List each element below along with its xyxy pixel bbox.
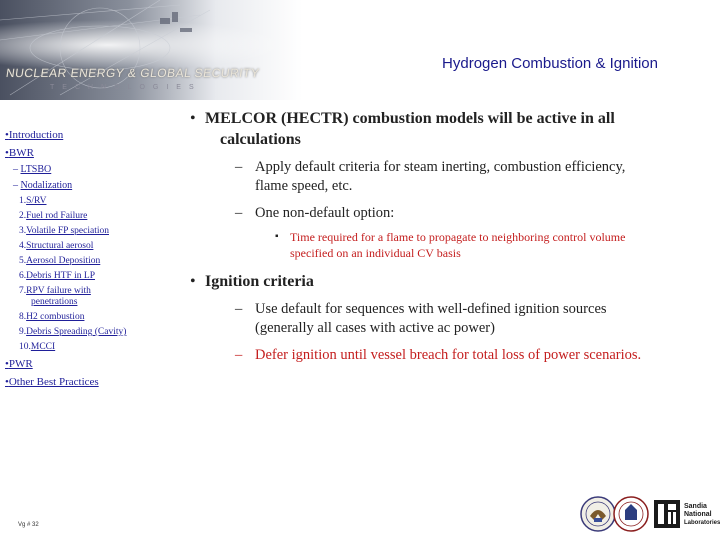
sub-sub-bullet-flame-time: ▪ Time required for a flame to propagate to neighboring control volume specified on an individual CV basis (275, 230, 626, 260)
sidebar-item-nodalization[interactable]: – Nodalization (13, 180, 73, 191)
sidebar-item-aerosol-deposition[interactable]: 5.Aerosol Deposition (19, 256, 101, 266)
sidebar-item-structural-aerosol[interactable]: 4.Structural aerosol (19, 241, 94, 251)
sidebar-item-other-best-practices[interactable]: •Other Best Practices (5, 376, 99, 388)
sub-bullet-default-criteria: – Apply default criteria for steam inerting, combustion efficiency, flame speed, etc. (235, 159, 626, 194)
sidebar-item-volatile-fp[interactable]: 3.Volatile FP speciation (19, 226, 109, 236)
sidebar-label: Nodalization (20, 180, 73, 191)
bullet-combustion-models: • MELCOR (HECTR) combustion models will be active in all calculations (190, 110, 615, 148)
sidebar-item-bwr[interactable]: •BWR (5, 147, 34, 159)
sidebar-label: BWR (8, 147, 34, 159)
sandia-name-line3: Laboratories (684, 520, 720, 526)
logo-text: NUCLEAR ENERGY & GLOBAL SECURITY (5, 66, 261, 80)
bullet-ignition-criteria: • Ignition criteria (190, 273, 314, 290)
sidebar-label: Introduction (8, 129, 64, 141)
nnsa-seal-icon (614, 497, 648, 531)
slide-title: Hydrogen Combustion & Ignition (442, 55, 658, 72)
sidebar-nav (5, 128, 130, 389)
sandia-logo-icon (654, 500, 680, 528)
sidebar-label: LTSBO (20, 164, 52, 175)
sub-bullet-non-default: – One non-default option: (235, 205, 395, 221)
sidebar-item-pwr[interactable]: •PWR (5, 358, 33, 370)
logo-subtext: TECHNOLOGIES (50, 84, 202, 91)
sub-bullet-defer-ignition: – Defer ignition until vessel breach for total loss of power scenarios. (235, 347, 642, 363)
sidebar-item-h2-combustion[interactable]: 8.H2 combustion (19, 312, 85, 322)
sidebar-item-fuel-rod-failure[interactable]: 2.Fuel rod Failure (19, 211, 88, 221)
sidebar-item-rpv-failure[interactable]: 7.RPV failure with penetrations (19, 286, 91, 307)
sandia-name-line2: National (684, 511, 712, 518)
sidebar-item-ltsbo[interactable]: – LTSBO (13, 164, 52, 175)
header-banner (0, 0, 720, 100)
slide-body (190, 108, 645, 365)
sidebar-item-srv[interactable]: 1.S/RV (19, 196, 47, 206)
page-number: Vg # 32 (18, 522, 39, 528)
sidebar-item-debris-spreading[interactable]: 9.Debris Spreading (Cavity) (19, 327, 127, 337)
sandia-name-line1: Sandia (684, 503, 707, 510)
sidebar-item-introduction[interactable]: •Introduction (5, 129, 64, 141)
footer-logos (580, 490, 720, 540)
sidebar-item-debris-htf[interactable]: 6.Debris HTF in LP (19, 271, 95, 281)
sidebar-label: PWR (8, 358, 33, 370)
sub-bullet-default-ignition: – Use default for sequences with well-defined ignition sources (generally all cases with active ac power) (235, 301, 607, 336)
sidebar-label: Other Best Practices (8, 376, 99, 388)
sidebar-item-mcci[interactable]: 10.MCCI (19, 342, 56, 352)
doe-seal-icon (581, 497, 615, 531)
